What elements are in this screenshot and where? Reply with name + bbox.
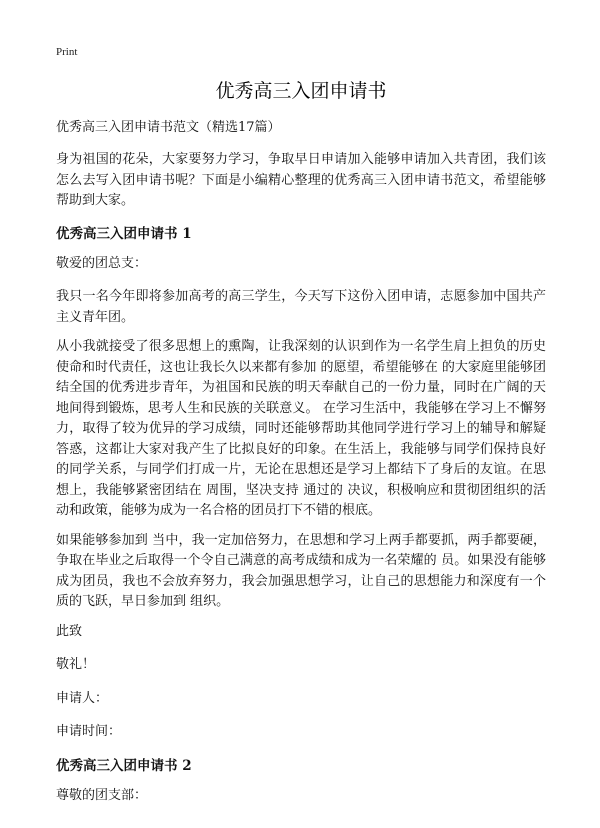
section-heading-2: 优秀高三入团申请书 2 xyxy=(56,757,192,774)
applicant-label: 申请人： xyxy=(56,690,109,706)
body-paragraph-2: 从小我就接受了很多思想上的熏陶，让我深刻的认识到作为一名学生肩上担负的历史使命和时代责任，这也让我长久以来都有参加 的愿望，希望能够在 的大家庭里能够团结全国的优秀进步青年，为祖国和民族的明天奉献自己的一份力量，同时在广阔的天地间得到锻炼，思考人生和民族的关联意义。 在学习生活中，我能够在学习上不懈努力，取得了较为优异的学习成绩，同时还能够帮助其他同学进行学习上的辅导和解疑答惑，这都让大家对我产生了比拟良好的印象。在生活上，我能够与同学们保持良好的同学关系，与同学们打成一片，无论在思想还是学习上都结下了身后的友谊。在思想上，我能够紧密团结在 周围，坚决支持 通过的 决议，积极响应和贯彻团组织的活动和政策，能够为成为一名合格的团员打下不错的根底。 xyxy=(56,339,546,518)
body-paragraph-3: 如果能够参加到 当中，我一定加倍努力，在思想和学习上两手都要抓，两手都要硬，争取在毕业之后取得一个令自己满意的高考成绩和成为一名荣耀的 员。如果没有能够成为团员，我也不会放弃努力，我会加强思想学习，让自己的思想能力和深度有一个质的飞跃，早日参加到 组织。 xyxy=(56,532,546,609)
body-paragraph-1: 我只一名今年即将参加高考的高三学生，今天写下这份入团申请，志愿参加中国共产主义青年团。 xyxy=(56,289,546,325)
salutation-1: 敬爱的团总支： xyxy=(56,255,148,271)
document-page xyxy=(56,78,546,819)
salutation-2: 尊敬的团支部： xyxy=(56,787,148,803)
closing-line-2: 敬礼！ xyxy=(56,657,96,672)
closing-line-1: 此致 xyxy=(56,623,83,639)
document-subtitle: 优秀高三入团申请书范文（精选17篇） xyxy=(56,120,281,135)
print-label: Print xyxy=(56,46,78,58)
date-label: 申请时间： xyxy=(56,724,122,739)
document-title: 优秀高三入团申请书 xyxy=(215,80,387,102)
section-heading-1: 优秀高三入团申请书 1 xyxy=(56,225,192,242)
intro-paragraph: 身为祖国的花朵，大家要努力学习，争取早日申请加入能够申请加入共青团，我们该怎么去写入团申请书呢？下面是小编精心整理的优秀高三入团申请书范文，希望能够帮助到大家。 xyxy=(56,152,546,208)
